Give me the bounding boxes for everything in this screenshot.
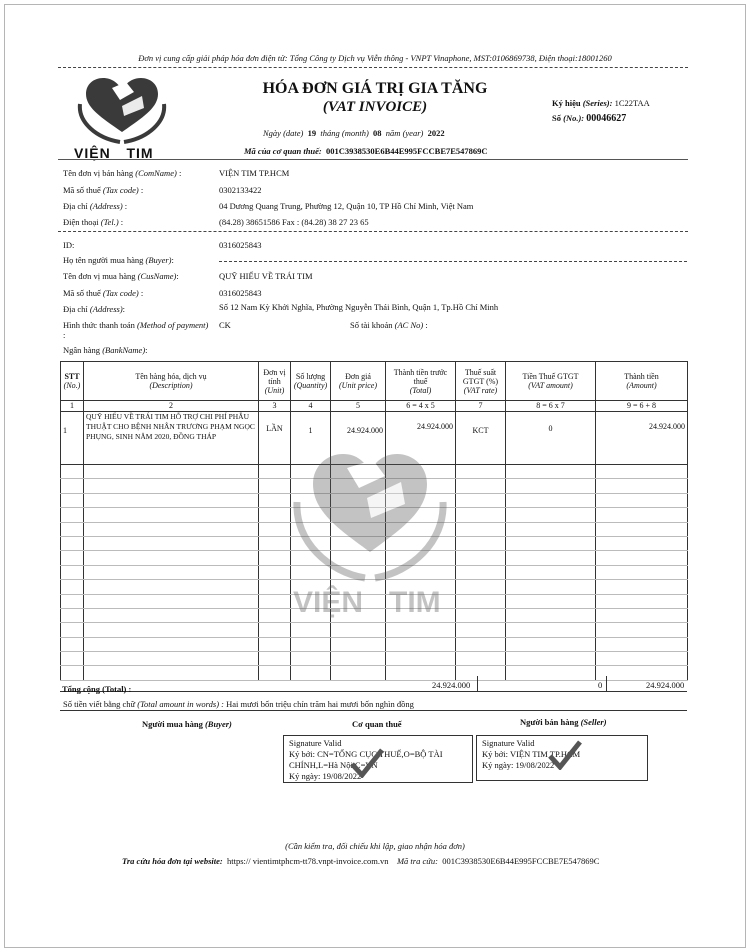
- empty-cell: [291, 623, 331, 637]
- empty-cell: [61, 493, 84, 507]
- col-number: 3: [259, 401, 291, 412]
- empty-cell: [259, 637, 291, 651]
- col-header: Số lượng (Quantity): [291, 362, 331, 401]
- empty-cell: [84, 551, 259, 565]
- empty-cell: [84, 565, 259, 579]
- seller-phone: (84.28) 38651586 Fax : (84.28) 38 27 23 65: [219, 217, 369, 227]
- invoice-number: 00046627: [586, 113, 627, 124]
- col-number: 5: [331, 401, 386, 412]
- col-header: Đơn vị tính (Unit): [259, 362, 291, 401]
- empty-cell: [506, 594, 596, 608]
- col-number: 7: [456, 401, 506, 412]
- buyer-sign-label: Người mua hàng (Buyer): [142, 719, 232, 729]
- year-value: 2022: [427, 128, 445, 138]
- col-header: Thành tiền trước thuế (Total): [386, 362, 456, 401]
- year-label-en: (year): [402, 128, 424, 138]
- empty-cell: [596, 493, 688, 507]
- seller-name-label: Tên đơn vị bán hàng (ComName) :: [63, 168, 182, 178]
- authority-sign-label: Cơ quan thuế: [352, 719, 402, 729]
- seller-name: VIỆN TIM TP.HCM: [219, 168, 290, 178]
- buyer-address-label: Địa chỉ (Address):: [63, 304, 126, 314]
- authority-code-label: Mã của cơ quan thuế:: [244, 146, 322, 156]
- series-label-en: (Series):: [582, 98, 613, 108]
- empty-table-row: [61, 637, 688, 651]
- empty-cell: [506, 479, 596, 493]
- checkmark-icon: [548, 740, 582, 770]
- day-value: 19: [307, 128, 317, 138]
- item-no: 1: [61, 412, 84, 465]
- empty-cell: [456, 508, 506, 522]
- empty-cell: [506, 493, 596, 507]
- empty-cell: [291, 666, 331, 680]
- empty-cell: [596, 551, 688, 565]
- col-header: Tiền Thuế GTGT (VAT amount): [506, 362, 596, 401]
- lookup-label: Tra cứu hóa đơn tại website:: [122, 856, 223, 866]
- empty-cell: [456, 465, 506, 479]
- number-line: [552, 113, 626, 124]
- watermark-text-right: TIM: [389, 586, 441, 619]
- empty-cell: [506, 623, 596, 637]
- empty-cell: [84, 594, 259, 608]
- empty-cell: [596, 565, 688, 579]
- empty-cell: [456, 551, 506, 565]
- month-label: tháng: [320, 128, 340, 138]
- empty-cell: [84, 522, 259, 536]
- empty-cell: [61, 508, 84, 522]
- empty-cell: [61, 652, 84, 666]
- col-number: 6 = 4 x 5: [386, 401, 456, 412]
- empty-cell: [386, 666, 456, 680]
- account-label: Số tài khoản (AC No) :: [350, 320, 428, 330]
- buyer-company-label: Tên đơn vị mua hàng (CusName):: [63, 271, 179, 281]
- empty-cell: [386, 623, 456, 637]
- col-header: STT (No.): [61, 362, 84, 401]
- grand-total-amount: 24.924.000: [646, 680, 685, 690]
- authority-code-value: 001C3938530E6B44E995FCCBE7E547869C: [326, 146, 488, 156]
- empty-cell: [84, 666, 259, 680]
- empty-table-row: [61, 652, 688, 666]
- seller-phone-label: Điện thoại (Tel.) :: [63, 217, 124, 227]
- empty-cell: [456, 493, 506, 507]
- buyer-tax-label: Mã số thuế (Tax code) :: [63, 288, 144, 298]
- month-label-en: (month): [341, 128, 369, 138]
- empty-cell: [61, 608, 84, 622]
- empty-cell: [506, 666, 596, 680]
- empty-cell: [84, 536, 259, 550]
- empty-cell: [456, 623, 506, 637]
- empty-cell: [61, 565, 84, 579]
- lookup-code: 001C3938530E6B44E995FCCBE7E547869C: [442, 856, 600, 866]
- lookup-code-label: Mã tra cứu:: [396, 856, 438, 866]
- buyer-person-line: [219, 261, 687, 262]
- item-total: 24.924.000: [386, 412, 456, 465]
- empty-cell: [456, 536, 506, 550]
- month-value: 08: [373, 128, 382, 138]
- item-vat-rate: KCT: [456, 412, 506, 465]
- logo-text-right: TIM: [126, 145, 154, 161]
- authority-sig-date: Ký ngày: 19/08/2022: [289, 771, 362, 781]
- empty-cell: [84, 608, 259, 622]
- vien-tim-watermark-icon: [285, 432, 455, 622]
- empty-cell: [61, 536, 84, 550]
- table-header-row: [61, 362, 688, 401]
- buyer-address: Số 12 Nam Kỳ Khởi Nghĩa, Phường Nguyễn Thái Bình, Quận 1, Tp.Hồ Chí Minh: [219, 302, 499, 312]
- empty-cell: [61, 594, 84, 608]
- col-number: 4: [291, 401, 331, 412]
- col-number: 2: [84, 401, 259, 412]
- empty-cell: [456, 666, 506, 680]
- footer-note: (Cần kiểm tra, đối chiếu khi lập, giao nhận hóa đơn): [285, 841, 465, 851]
- empty-cell: [506, 465, 596, 479]
- invoice-date: [263, 128, 445, 138]
- payment-label: Hình thức thanh toán (Method of payment) :: [63, 320, 209, 340]
- empty-cell: [61, 666, 84, 680]
- empty-cell: [506, 551, 596, 565]
- item-amount: 24.924.000: [596, 412, 688, 465]
- empty-cell: [596, 536, 688, 550]
- col-number: 1: [61, 401, 84, 412]
- empty-cell: [84, 508, 259, 522]
- item-vat-amount: 0: [506, 412, 596, 465]
- seller-address: 04 Dương Quang Trung, Phường 12, Quận 10, TP Hồ Chí Minh, Việt Nam: [219, 201, 474, 211]
- empty-cell: [259, 652, 291, 666]
- seller-divider: [58, 231, 688, 232]
- total-top-border: [60, 691, 687, 692]
- empty-cell: [61, 551, 84, 565]
- col-header: Tên hàng hóa, dịch vụ (Description): [84, 362, 259, 401]
- seller-sig-date: Ký ngày: 19/08/2022: [482, 760, 555, 770]
- grand-total-label: Tổng cộng (Total) :: [62, 684, 132, 694]
- payment-method: CK: [219, 320, 231, 330]
- empty-cell: [331, 623, 386, 637]
- lookup-website[interactable]: https:// vientimtphcm-tt78.vnpt-invoice.com.vn: [226, 856, 389, 866]
- empty-cell: [386, 652, 456, 666]
- empty-cell: [61, 623, 84, 637]
- empty-cell: [596, 666, 688, 680]
- empty-cell: [84, 493, 259, 507]
- provider-note: Đơn vị cung cấp giải pháp hóa đơn điện tử: Tổng Công ty Dịch vụ Viễn thông - VNPT Vinaphone, MST:0106869738, Điện thoại:18001260: [138, 53, 612, 63]
- empty-cell: [456, 580, 506, 594]
- empty-table-row: [61, 623, 688, 637]
- authority-sig-title: Signature Valid: [289, 738, 342, 748]
- buyer-id: 0316025843: [219, 240, 262, 250]
- item-unit-price: 24.924.000: [331, 412, 386, 465]
- empty-cell: [259, 666, 291, 680]
- item-unit: LẦN: [259, 412, 291, 465]
- invoice-title: HÓA ĐƠN GIÁ TRỊ GIA TĂNG: [262, 80, 488, 97]
- empty-cell: [291, 637, 331, 651]
- series-line: [552, 98, 650, 108]
- empty-cell: [456, 652, 506, 666]
- seller-address-label: Địa chỉ (Address) :: [63, 201, 128, 211]
- empty-cell: [456, 608, 506, 622]
- series-value: 1C22TAA: [614, 98, 650, 108]
- col-number: 8 = 6 x 7: [506, 401, 596, 412]
- grand-total-vat: 0: [598, 680, 603, 690]
- empty-cell: [596, 608, 688, 622]
- buyer-id-label: ID:: [63, 240, 75, 250]
- empty-cell: [456, 479, 506, 493]
- empty-cell: [84, 637, 259, 651]
- authority-sig-line2: CHÍNH,L=Hà Nội,C=VN: [289, 760, 378, 770]
- seller-tax-label: Mã số thuế (Tax code) :: [63, 185, 144, 195]
- lookup-line: [122, 856, 599, 866]
- day-label-en: (date): [283, 128, 304, 138]
- empty-cell: [456, 522, 506, 536]
- bank-label: Ngân hàng (BankName):: [63, 345, 148, 355]
- year-label: năm: [385, 128, 401, 138]
- empty-cell: [506, 652, 596, 666]
- empty-cell: [84, 652, 259, 666]
- empty-cell: [386, 637, 456, 651]
- empty-cell: [259, 623, 291, 637]
- empty-cell: [84, 479, 259, 493]
- number-label: Số: [552, 113, 561, 123]
- invoice-subtitle: (VAT INVOICE): [322, 99, 428, 115]
- empty-cell: [596, 522, 688, 536]
- empty-cell: [596, 623, 688, 637]
- empty-cell: [331, 652, 386, 666]
- watermark-text-left: VIỆN: [293, 586, 364, 619]
- empty-cell: [506, 508, 596, 522]
- buyer-company: QUỸ HIẾU VỀ TRÁI TIM: [219, 271, 313, 281]
- empty-cell: [456, 565, 506, 579]
- column-number-row: [61, 401, 688, 412]
- empty-table-row: [61, 666, 688, 680]
- empty-cell: [596, 479, 688, 493]
- empty-cell: [61, 580, 84, 594]
- empty-cell: [291, 652, 331, 666]
- empty-cell: [506, 565, 596, 579]
- col-header: Đơn giá (Unit price): [331, 362, 386, 401]
- empty-cell: [331, 666, 386, 680]
- buyer-person-label: Họ tên người mua hàng (Buyer):: [63, 255, 174, 265]
- series-label: Ký hiệu: [552, 98, 581, 108]
- words-bottom-border: [60, 710, 687, 711]
- authority-sig-line1: Ký bởi: CN=TỔNG CỤC THUẾ,O=BỘ TÀI: [289, 749, 443, 759]
- empty-cell: [596, 465, 688, 479]
- grand-total-before-tax: 24.924.000: [432, 680, 471, 690]
- empty-cell: [61, 465, 84, 479]
- top-divider: [58, 67, 688, 68]
- empty-cell: [596, 594, 688, 608]
- empty-cell: [596, 652, 688, 666]
- item-quantity: 1: [291, 412, 331, 465]
- day-label: Ngày: [263, 128, 281, 138]
- empty-cell: [456, 594, 506, 608]
- empty-cell: [506, 522, 596, 536]
- empty-cell: [61, 522, 84, 536]
- empty-cell: [596, 637, 688, 651]
- empty-cell: [506, 608, 596, 622]
- buyer-tax-code: 0316025843: [219, 288, 262, 298]
- empty-cell: [456, 637, 506, 651]
- item-description: QUỸ HIẾU VỀ TRÁI TIM HỖ TRỢ CHI PHÍ PHẪU THUẬT CHO BỆNH NHÂN TRƯƠNG PHẠM NGỌC PHỤNG, SINH NĂM 2020, ĐỒNG THÁP: [84, 412, 259, 465]
- amount-in-words: Số tiền viết bằng chữ (Total amount in words) : Hai mươi bốn triệu chín trăm hai mươi bốn nghìn đồng: [63, 699, 414, 709]
- amount-in-words-value: Hai mươi bốn triệu chín trăm hai mươi bốn nghìn đồng: [226, 699, 414, 709]
- empty-cell: [506, 580, 596, 594]
- checkmark-icon: [350, 748, 384, 778]
- empty-cell: [596, 580, 688, 594]
- empty-cell: [61, 637, 84, 651]
- col-number: 9 = 6 + 8: [596, 401, 688, 412]
- empty-cell: [84, 465, 259, 479]
- seller-sign-label: Người bán hàng (Seller): [520, 717, 607, 727]
- seller-sig-line1: Ký bởi: VIỆN TIM TP.HCM: [482, 749, 581, 759]
- header-divider: [58, 159, 688, 160]
- empty-cell: [596, 508, 688, 522]
- number-label-en: (No.):: [563, 113, 585, 123]
- empty-cell: [84, 623, 259, 637]
- empty-cell: [506, 637, 596, 651]
- empty-cell: [61, 479, 84, 493]
- col-header: Thành tiền (Amount): [596, 362, 688, 401]
- col-header: Thuế suất GTGT (%) (VAT rate): [456, 362, 506, 401]
- logo-text-left: VIỆN: [74, 145, 111, 161]
- authority-code-line: [244, 146, 488, 156]
- seller-tax-code: 0302133422: [219, 185, 262, 195]
- empty-cell: [84, 580, 259, 594]
- seller-sig-title: Signature Valid: [482, 738, 535, 748]
- empty-cell: [331, 637, 386, 651]
- empty-cell: [506, 536, 596, 550]
